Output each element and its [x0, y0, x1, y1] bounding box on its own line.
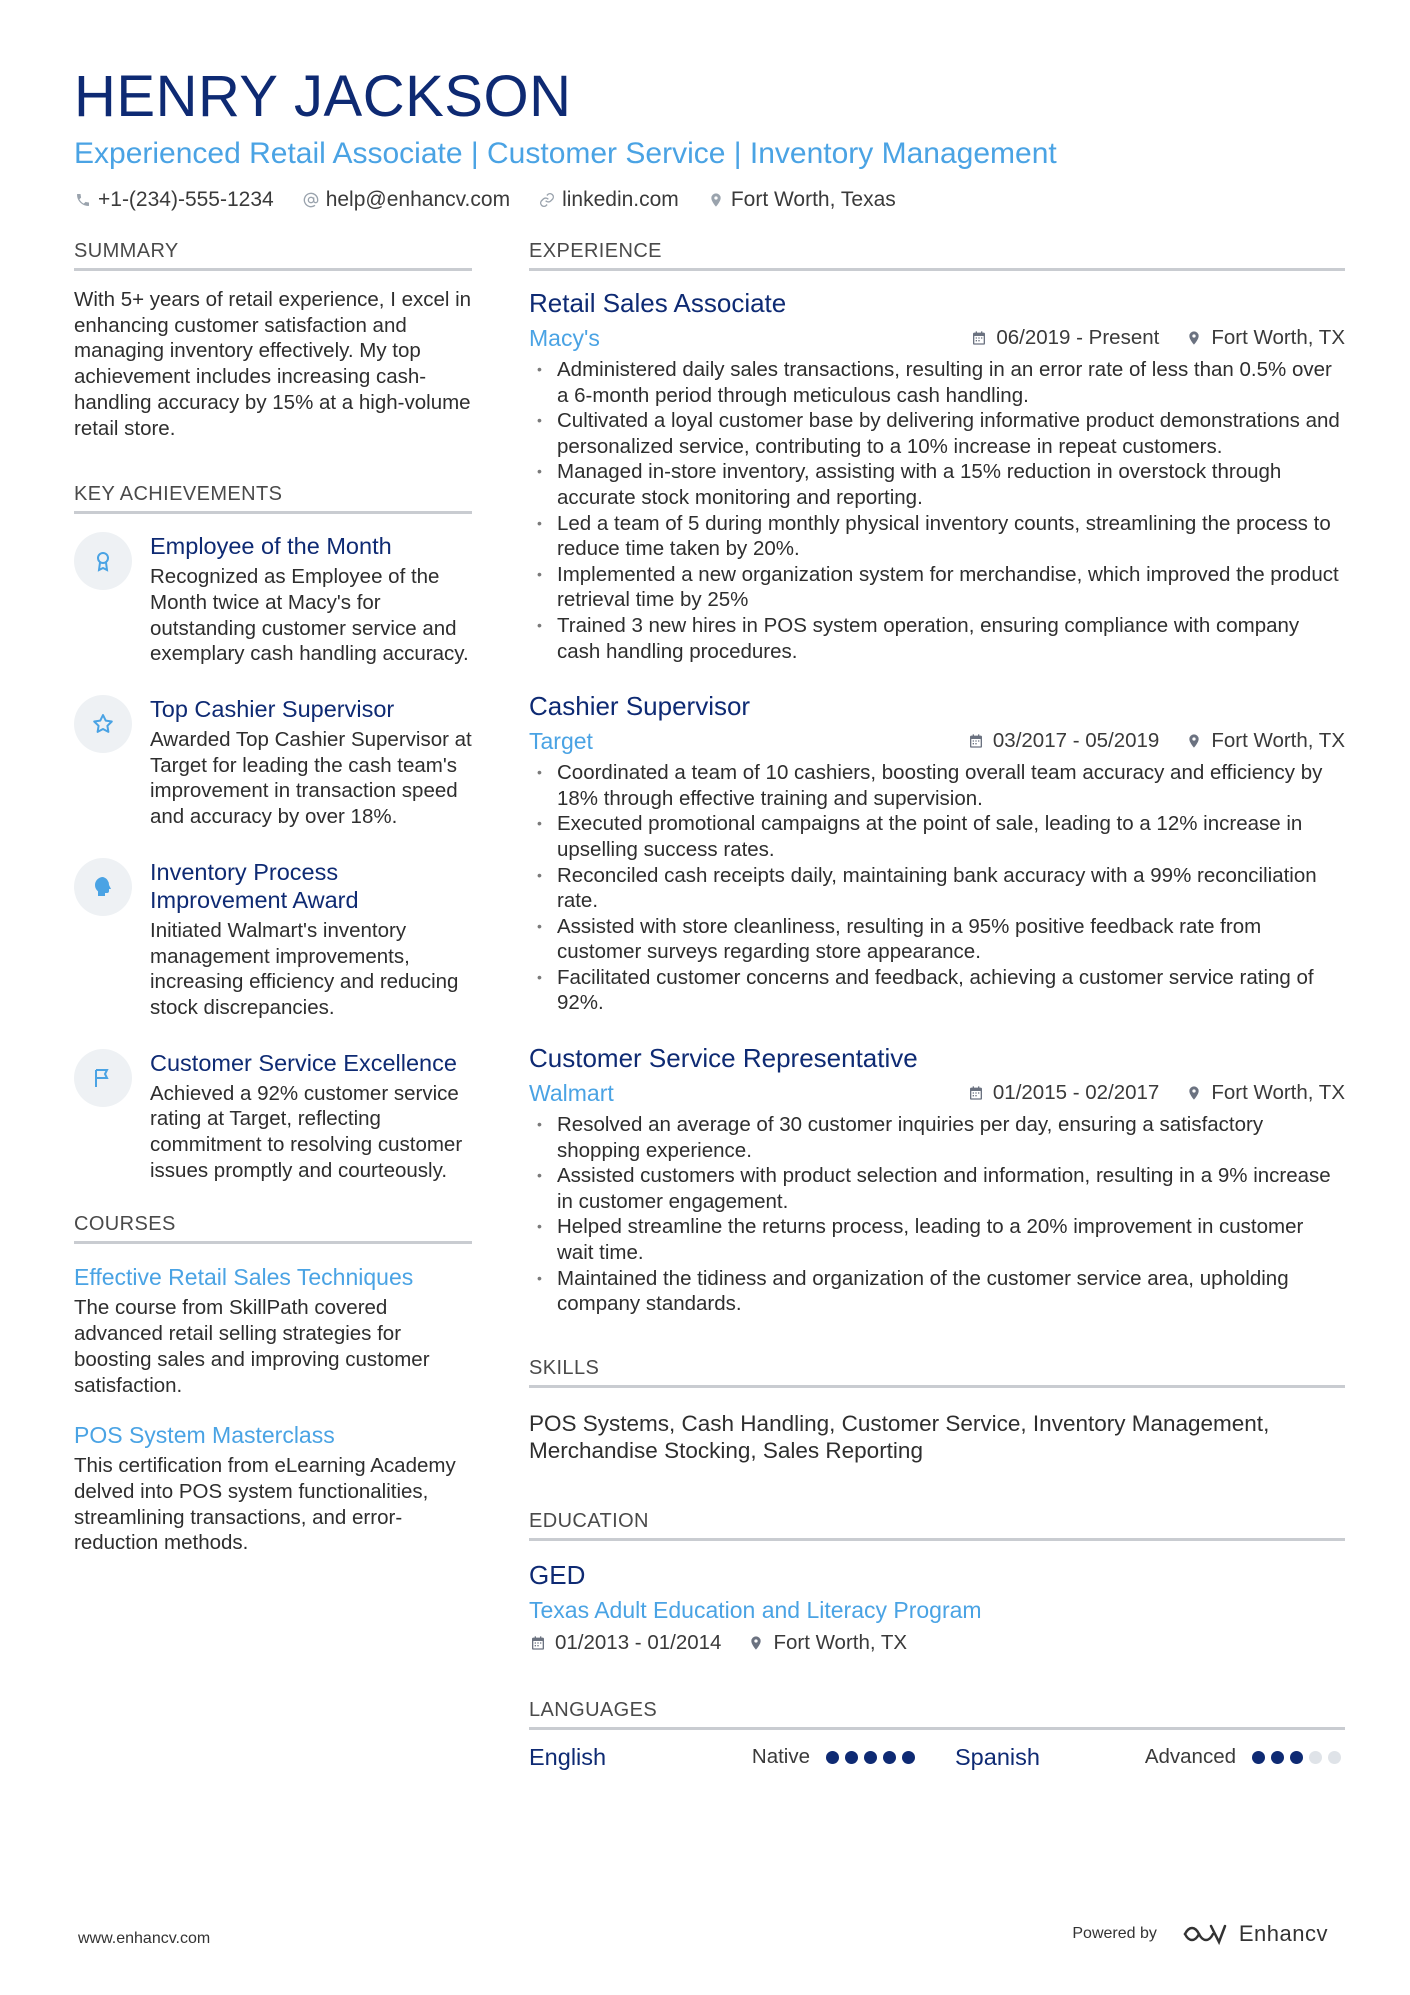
calendar-icon: [967, 732, 985, 750]
brand-logo[interactable]: [1181, 1920, 1328, 1948]
location-icon: [1185, 732, 1203, 750]
location-icon: [707, 191, 725, 209]
medal-icon: [74, 532, 132, 590]
education-dates: 01/2013 - 01/2014: [555, 1630, 722, 1654]
job-bullets: [529, 760, 1345, 1016]
enhancv-logo-icon: [1181, 1920, 1229, 1948]
language-name: Spanish: [955, 1743, 1040, 1770]
head-icon: [74, 858, 132, 916]
footer-branding: [1072, 1920, 1328, 1948]
job-meta: [529, 323, 1345, 353]
phone-icon: [74, 191, 92, 209]
brand-name: Enhancv: [1238, 1921, 1328, 1946]
education-location: Fort Worth, TX: [773, 1630, 908, 1654]
contact-list: [74, 188, 1344, 212]
skills-section: [529, 1355, 1345, 1464]
achievement-title: Inventory Process Improvement Award: [150, 858, 359, 913]
course-item: [74, 1262, 472, 1398]
job-bullet: • Administered daily sales transactions, resulting in an error rate of less than 0.5% over a 6-month period through meticulous cash handling.: [529, 357, 1345, 408]
left-column: [74, 238, 472, 1578]
achievement-item: [74, 695, 472, 830]
job-bullet: • Led a team of 5 during monthly physical inventory counts, streamlining the process to reduce time taken by 20%.: [529, 511, 1345, 562]
contact-linkedin[interactable]: [538, 188, 679, 212]
candidate-tagline: Experienced Retail Associate | Customer Service | Inventory Management: [74, 137, 1057, 170]
achievements-heading: KEY ACHIEVEMENTS: [74, 481, 472, 514]
course-item: [74, 1420, 472, 1556]
link-icon: [538, 191, 556, 209]
job-bullet: • Trained 3 new hires in POS system operation, ensuring compliance with company cash handling procedures.: [529, 613, 1345, 664]
achievement-desc: Awarded Top Cashier Supervisor at Target for leading the cash team's improvement in transaction speed and accuracy by over 18%.: [150, 728, 472, 829]
rating-dot: [1290, 1751, 1303, 1764]
achievement-desc: Recognized as Employee of the Month twice at Macy's for outstanding customer service and exemplary cash handling accuracy.: [150, 565, 469, 666]
courses-heading: COURSES: [74, 1211, 472, 1244]
achievement-title: Customer Service Excellence: [150, 1049, 457, 1076]
contact-email[interactable]: [302, 188, 510, 212]
location-icon: [747, 1634, 765, 1652]
achievement-item: [74, 532, 472, 667]
achievement-desc: Initiated Walmart's inventory management improvements, increasing efficiency and reducing stock discrepancies.: [150, 918, 459, 1019]
course-desc: This certification from eLearning Academy delved into POS system functionalities, streamlining transactions, and error-reduction methods.: [74, 1454, 456, 1555]
job-bullet: • Executed promotional campaigns at the point of sale, leading to a 12% increase in upselling success rates.: [529, 811, 1345, 862]
job-bullet: • Facilitated customer concerns and feedback, achieving a customer service rating of 92%.: [529, 965, 1345, 1016]
languages-section: [529, 1697, 1345, 1771]
calendar-icon: [967, 1084, 985, 1102]
job-bullet: • Cultivated a loyal customer base by delivering informative product demonstrations and personalized service, contributing to a 10% increase in repeat customers.: [529, 408, 1345, 459]
achievement-title: Employee of the Month: [150, 533, 392, 560]
language-item: [529, 1744, 915, 1771]
languages-heading: LANGUAGES: [529, 1697, 1345, 1730]
job-bullet: • Assisted with store cleanliness, resulting in a 95% positive feedback rate from customer surveys regarding store appearance.: [529, 914, 1345, 965]
candidate-name: HENRY JACKSON: [74, 64, 572, 129]
rating-dot: [1252, 1751, 1265, 1764]
job-bullet: • Implemented a new organization system for merchandise, which improved the product retrieval time by 25%: [529, 562, 1345, 613]
job-bullet: • Coordinated a team of 10 cashiers, boosting overall team accuracy and efficiency by 18% through effective training and supervision.: [529, 760, 1345, 811]
job-bullet: • Resolved an average of 30 customer inquiries per day, ensuring a satisfactory shopping experience.: [529, 1112, 1345, 1163]
courses-section: [74, 1211, 472, 1556]
education-heading: EDUCATION: [529, 1508, 1345, 1541]
contact-linkedin-text[interactable]: linkedin.com: [562, 188, 679, 211]
language-item: [955, 1744, 1341, 1771]
job-company: Macy's: [529, 325, 600, 351]
summary-section: [74, 238, 472, 441]
job-bullets: [529, 1112, 1345, 1317]
footer-website[interactable]: www.enhancv.com: [78, 1930, 211, 1947]
languages-list: [529, 1744, 1345, 1771]
skills-heading: SKILLS: [529, 1355, 1345, 1388]
right-column: [529, 238, 1345, 1771]
job-bullet: • Helped streamline the returns process, leading to a 20% improvement in customer wait time.: [529, 1214, 1345, 1265]
job-title: Retail Sales Associate: [529, 288, 787, 318]
job-bullet: • Managed in-store inventory, assisting with a 15% reduction in overstock through accurate stock monitoring and reporting.: [529, 459, 1345, 510]
flag-icon: [74, 1049, 132, 1107]
rating-dot: [864, 1751, 877, 1764]
education-school: Texas Adult Education and Literacy Program: [529, 1596, 982, 1623]
education-section: [529, 1508, 1345, 1655]
rating-dot: [845, 1751, 858, 1764]
calendar-icon: [970, 329, 988, 347]
rating-dot: [902, 1751, 915, 1764]
contact-email-text[interactable]: help@enhancv.com: [325, 188, 511, 211]
course-desc: The course from SkillPath covered advanced retail selling strategies for boosting sales and improving customer satisfaction.: [74, 1296, 430, 1397]
job-bullet: • Assisted customers with product selection and information, resulting in a 9% increase in customer engagement.: [529, 1163, 1345, 1214]
job-location: Fort Worth, TX: [1211, 1081, 1345, 1105]
contact-location: [707, 188, 896, 212]
location-icon: [1185, 1084, 1203, 1102]
rating-dot: [883, 1751, 896, 1764]
language-level: Native: [751, 1745, 810, 1769]
rating-dot: [1271, 1751, 1284, 1764]
resume-header: [74, 62, 1344, 212]
calendar-icon: [529, 1634, 547, 1652]
job-dates: 01/2015 - 02/2017: [992, 1081, 1160, 1105]
language-rating: [826, 1751, 915, 1764]
rating-dot: [826, 1751, 839, 1764]
job-title: Cashier Supervisor: [529, 691, 751, 722]
language-name: English: [529, 1743, 607, 1770]
job-title: Customer Service Representative: [529, 1043, 918, 1074]
job-bullets: [529, 357, 1345, 664]
job-bullet: • Maintained the tidiness and organization of the customer service area, upholding company standards.: [529, 1266, 1345, 1317]
achievement-item: [74, 858, 472, 1021]
job-bullet: • Reconciled cash receipts daily, maintaining bank accuracy with a 99% reconciliation rate.: [529, 863, 1345, 914]
skills-text: POS Systems, Cash Handling, Customer Service, Inventory Management, Merchandise Stocking, Sales Reporting: [529, 1410, 1270, 1463]
contact-phone: [74, 188, 274, 212]
job-location: Fort Worth, TX: [1211, 326, 1345, 349]
language-level: Advanced: [1144, 1745, 1236, 1769]
job-meta: [529, 1078, 1345, 1108]
achievement-desc: Achieved a 92% customer service rating at Target, reflecting commitment to resolving customer issues promptly and courteously.: [150, 1081, 463, 1182]
contact-phone-text: +1-(234)-555-1234: [98, 188, 274, 211]
achievement-title: Top Cashier Supervisor: [150, 696, 395, 723]
job-company: Walmart: [529, 1080, 614, 1107]
job-company: Target: [529, 728, 593, 755]
summary-heading: SUMMARY: [74, 238, 472, 271]
job-entry: [529, 1042, 1345, 1317]
job-location: Fort Worth, TX: [1211, 729, 1345, 753]
course-title: POS System Masterclass: [74, 1422, 335, 1449]
language-rating: [1252, 1751, 1341, 1764]
experience-section: [529, 238, 1345, 1317]
job-dates: 06/2019 - Present: [996, 326, 1160, 349]
job-entry: [529, 690, 1345, 1016]
contact-location-text: Fort Worth, Texas: [730, 188, 896, 211]
education-meta: [529, 1631, 1345, 1655]
rating-dot: [1328, 1751, 1341, 1764]
rating-dot: [1309, 1751, 1322, 1764]
job-meta: [529, 726, 1345, 756]
experience-heading: EXPERIENCE: [529, 238, 1345, 271]
at-icon: [302, 191, 320, 209]
education-degree: GED: [529, 1559, 586, 1590]
powered-by-text: Powered by: [1072, 1925, 1157, 1942]
location-icon: [1185, 329, 1203, 347]
job-dates: 03/2017 - 05/2019: [992, 729, 1160, 753]
course-title: Effective Retail Sales Techniques: [74, 1264, 414, 1291]
achievement-item: [74, 1049, 472, 1184]
achievements-section: [74, 481, 472, 1183]
summary-text: With 5+ years of retail experience, I excel in enhancing customer satisfaction and managing inventory effectively. My top achievement includes increasing cash-handling accuracy by 15% at a high-volume retail store.: [74, 288, 472, 440]
job-entry: [529, 287, 1345, 664]
star-icon: [74, 695, 132, 753]
